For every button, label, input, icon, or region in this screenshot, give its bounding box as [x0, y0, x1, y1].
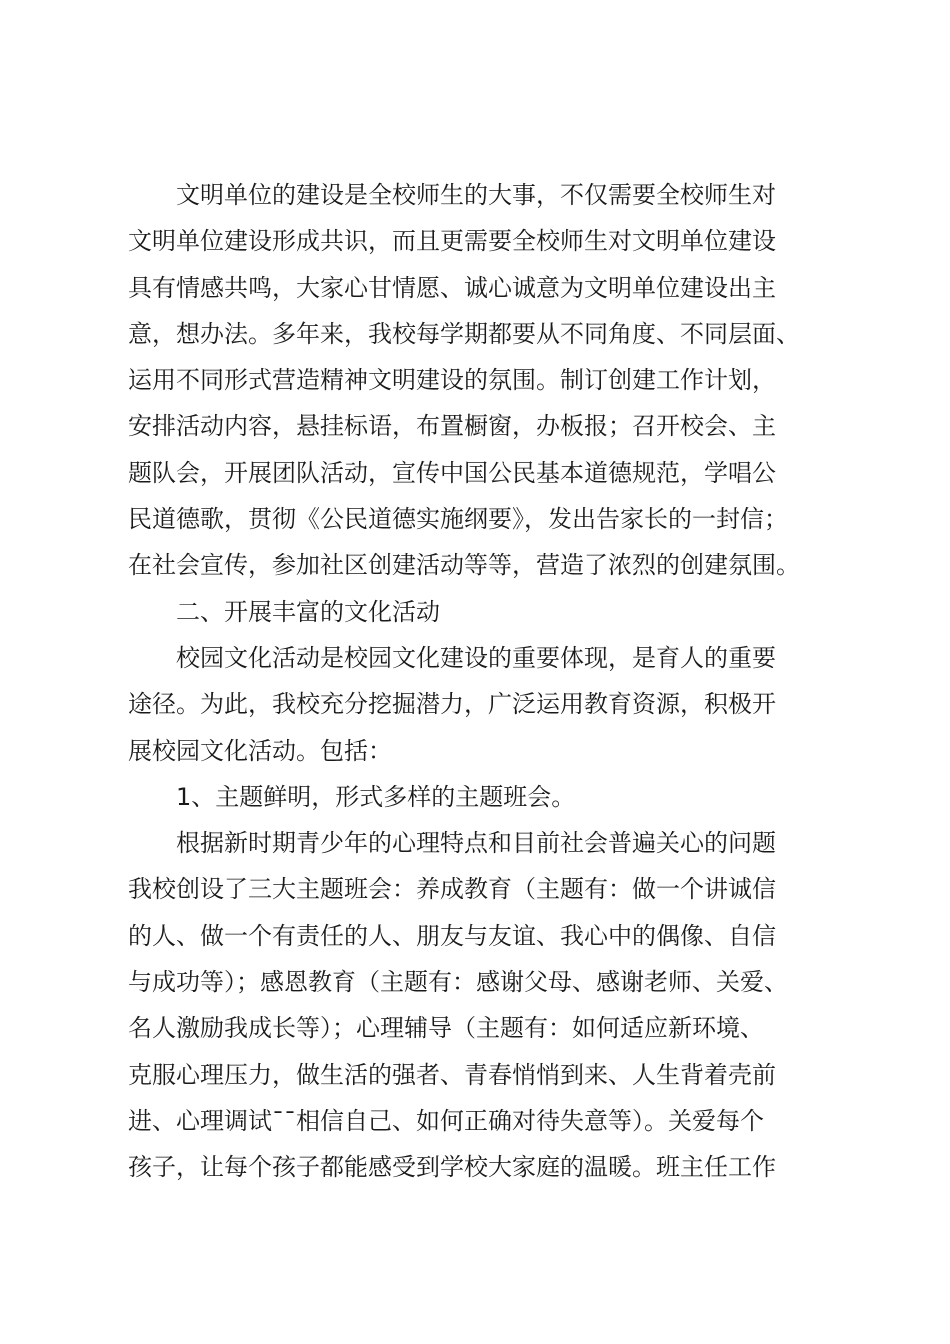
paragraph-line: 名人激励我成长等）；心理辅导（主题有：如何适应新环境、 — [128, 1014, 764, 1043]
paragraph-line: 在社会宣传，参加社区创建活动等等，营造了浓烈的创建氛围。 — [128, 551, 800, 580]
paragraph-line: 安排活动内容，悬挂标语，布置橱窗，办板报；召开校会、主 — [128, 412, 776, 441]
paragraph-line: 运用不同形式营造精神文明建设的氛围。制订创建工作计划， — [128, 366, 776, 395]
paragraph-line: 进、心理调试¯¯相信自己、如何正确对待失意等）。关爱每个 — [128, 1106, 764, 1135]
paragraph-line: 校园文化活动是校园文化建设的重要体现，是育人的重要 — [176, 643, 776, 672]
paragraph-line: 途径。为此，我校充分挖掘潜力，广泛运用教育资源，积极开 — [128, 690, 776, 719]
paragraph-line: 展校园文化活动。包括： — [128, 736, 392, 765]
paragraph-line: 孩子，让每个孩子都能感受到学校大家庭的温暖。班主任工作 — [128, 1153, 776, 1182]
paragraph-line: 文明单位建设形成共识，而且更需要全校师生对文明单位建设 — [128, 227, 776, 256]
body-text — [128, 172, 840, 1191]
paragraph-line: 文明单位的建设是全校师生的大事，不仅需要全校师生对 — [176, 181, 776, 209]
subsection-heading: 1、主题鲜明，形式多样的主题班会。 — [176, 782, 576, 811]
paragraph-line: 民道德歌，贯彻《公民道德实施纲要》，发出告家长的一封信； — [128, 505, 788, 534]
paragraph-line: 我校创设了三大主题班会：养成教育（主题有：做一个讲诚信 — [128, 875, 776, 904]
paragraph-line: 题队会，开展团队活动，宣传中国公民基本道德规范，学唱公 — [128, 458, 776, 487]
paragraph-line: 意，想办法。多年来，我校每学期都要从不同角度、不同层面、 — [128, 319, 800, 348]
paragraph-line: 的人、做一个有责任的人、朋友与友谊、我心中的偶像、自信 — [128, 921, 776, 950]
paragraph-line: 克服心理压力，做生活的强者、青春悄悄到来、人生背着壳前 — [128, 1060, 776, 1089]
paragraph-line: 具有情感共鸣，大家心甘情愿、诚心诚意为文明单位建设出主 — [128, 273, 776, 302]
paragraph-line: 根据新时期青少年的心理特点和目前社会普遍关心的问题 — [176, 829, 776, 858]
paragraph-line: 与成功等）；感恩教育（主题有：感谢父母、感谢老师、关爱、 — [128, 968, 788, 997]
section-heading: 二、开展丰富的文化活动 — [176, 597, 440, 626]
